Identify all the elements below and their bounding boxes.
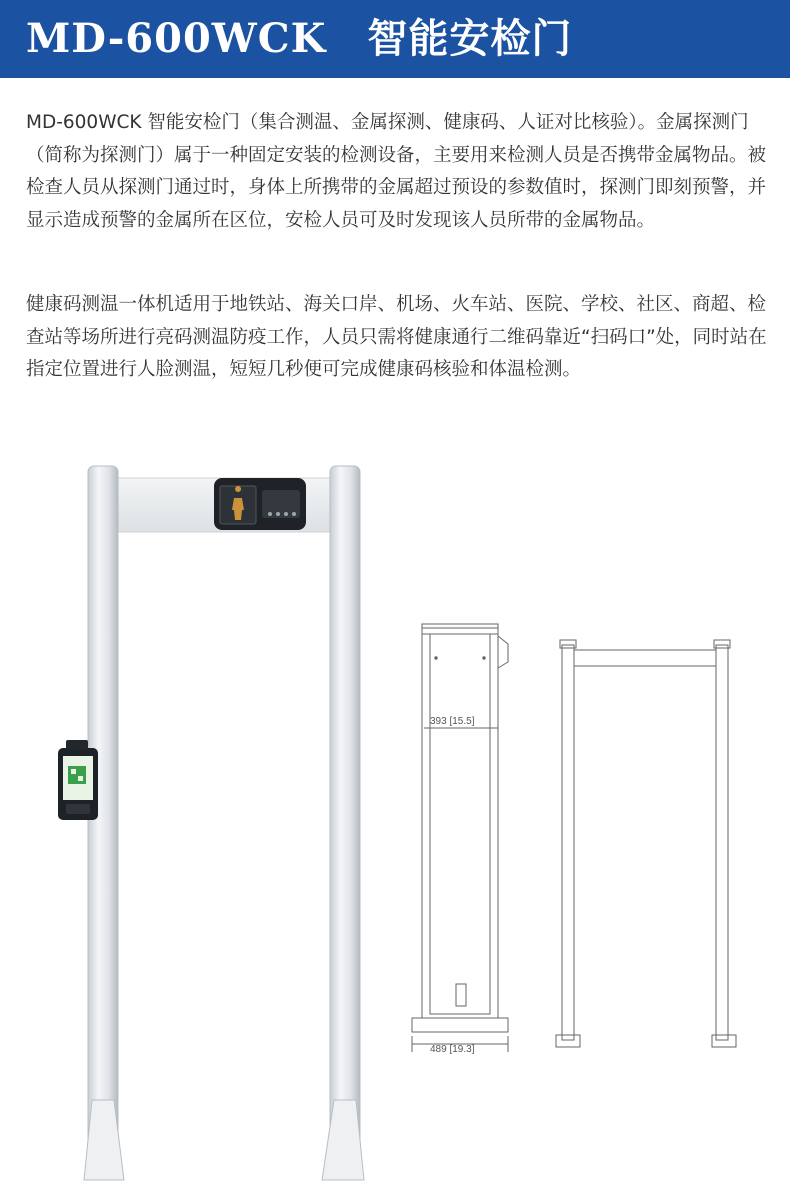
side-view-drawing — [556, 640, 736, 1047]
intro-paragraph-1: MD-600WCK 智能安检门（集合测温、金属探测、健康码、人证对比核验）。金属探测门（简称为探测门）属于一种固定安装的检测设备，主要用来检测人员是否携带金属物品。被检查人员从探测门通过时，身体上所携带的金属超过预设的参数值时，探测门即刻预警，并显示造成预警的金属所在区位，安检人员可及时发现该人员所带的金属物品。 — [26, 112, 767, 231]
terminal-camera-bar — [66, 740, 88, 750]
top-width-dimension: 393 [15.5] — [430, 716, 475, 727]
gate-right-pillar — [330, 466, 360, 1156]
terminal-scan-window — [66, 804, 90, 814]
qr-code-icon — [68, 766, 86, 784]
page-title: MD-600WCK 智能安检门 — [26, 15, 573, 62]
gate-photo — [58, 466, 364, 1180]
product-figure — [0, 440, 790, 1190]
intro-paragraph-2: 健康码测温一体机适用于地铁站、海关口岸、机场、火车站、医院、学校、社区、商超、检查站等场所进行亮码测温防疫工作，人员只需将健康通行二维码靠近“扫码口”处，同时站在指定位置进行人脸测温，短短几秒便可完成健康码核验和体温检测。 — [26, 294, 767, 380]
header-bar — [0, 0, 790, 78]
gate-right-foot — [322, 1100, 364, 1180]
front-view-drawing — [412, 624, 508, 1052]
base-width-dimension: 489 [19.3] — [430, 1044, 475, 1055]
